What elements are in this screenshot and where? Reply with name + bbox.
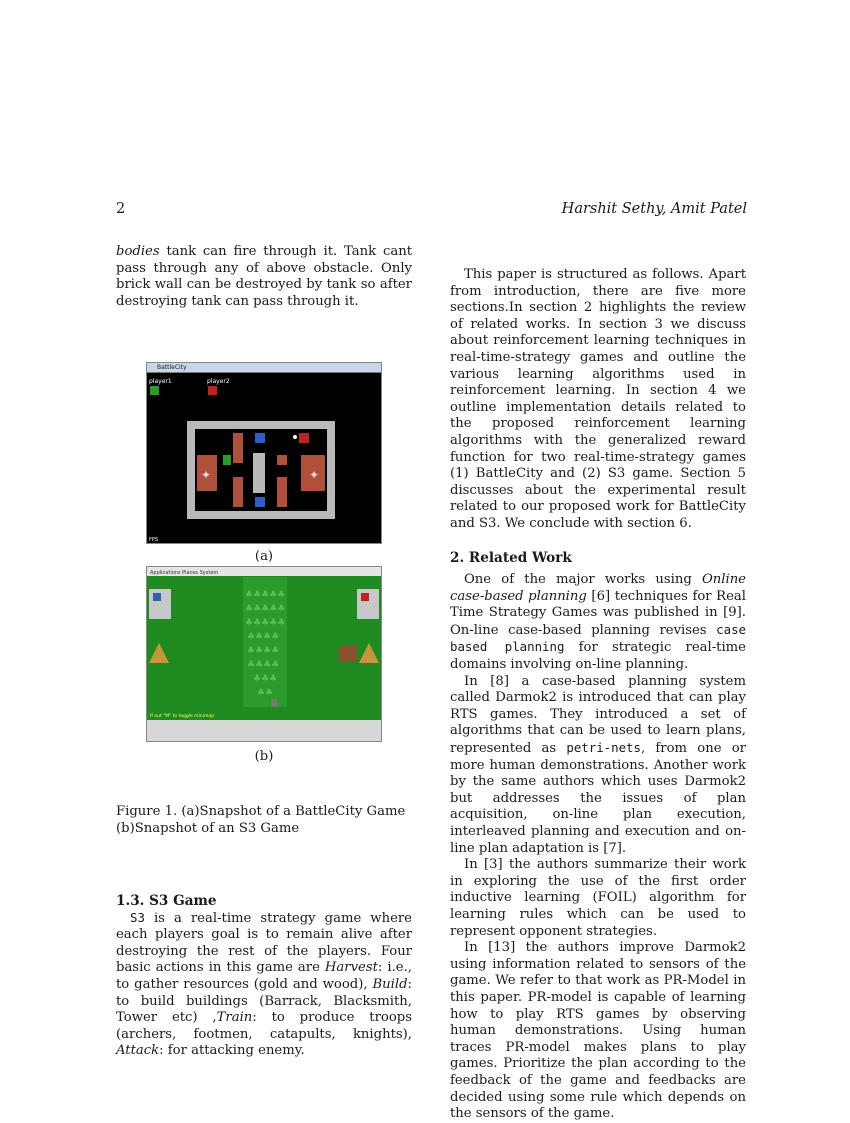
related-paragraph-1: One of the major works using Online case-based planning [6] techniques for Real Time Strategy Games was published in [9]. On-line case-based planning revises case based planning for strategic real-time domains involving on-line planning. [450,572,746,673]
brick-wall [277,477,287,507]
running-header-authors: Harshit Sethy, Amit Patel [561,201,747,217]
enemy-tank [255,497,265,507]
italic-word: bodies [116,244,160,259]
svg-text:♣♣♣♣: ♣♣♣♣ [247,646,280,656]
svg-text:♣♣: ♣♣ [257,688,274,698]
svg-text:♣♣♣♣♣: ♣♣♣♣♣ [245,618,286,628]
related-work-heading: 2. Related Work [450,549,572,566]
enemy-tank [255,433,265,443]
eagle-base-left: ✦ [201,468,212,482]
player1-icon [150,386,159,395]
structure-paragraph: This paper is structured as follows. Apart from introduction, there are five more sections.In section 2 highlights the review of related works. In section 3 we discuss about reinforcement learning techniques in real-time-strategy games and outline the various learning algorithms used in reinforcement learning. In section 4 we outline implementation details related to the proposed reinforcement learning algorithms with the generalized reward function for two real-time-strategy games (1) BattleCity and (2) S3 game. Section 5 discusses about the experimental result related to our proposed work for BattleCity and S3. We conclude with section 6. [450,267,746,531]
svg-text:♣♣♣: ♣♣♣ [253,674,278,684]
player1-label: player1 [149,378,172,385]
fps-status: FPS [149,537,159,543]
player2-tank [299,433,309,443]
barrack [339,645,357,661]
menubar-text: Applications Places System [150,570,219,576]
s3-section [116,893,412,1060]
right-column [450,267,746,1123]
unit [271,699,277,707]
svg-text:♣♣♣♣: ♣♣♣♣ [247,660,280,670]
building-flag [361,593,369,601]
battlecity-scene [147,373,382,544]
svg-text:♣♣♣♣♣: ♣♣♣♣♣ [245,590,286,600]
s3-heading: 1.3. S3 Game [116,893,217,909]
player1-tank [223,455,231,465]
figure-b-caption: (b) [254,749,274,764]
status-panel [147,720,382,742]
left-intro-paragraph: bodies tank can fire through it. Tank cant pass through any of above obstacle. Only brick wall can be destroyed by tank so after destroying tank can pass through it. [116,244,412,309]
bullet [293,435,297,439]
player2-label: player2 [207,378,230,385]
s3-scene [147,567,382,742]
eagle-base-right: ✦ [309,468,320,482]
player2-icon [208,386,217,395]
figure-a-battlecity [146,362,382,544]
related-paragraph-2: In [8] a case-based planning system called Darmok2 is introduced that can play RTS games. They introduced a set of algorithms that can be used to learn plans, represented as petri-nets, from one or more human demonstrations. Another work by the same authors which uses Darmok2 but addresses the issues of plan acquisition, on-line plan execution, interleaved planning and execution and on-line plan adaptation is [7]. [450,673,746,856]
s3-paragraph: S3 is a real-time strategy game where each players goal is to remain alive after destroying the rest of the players. Four basic actions in this game are Harvest: i.e., to gather resources (gold and wood), Build: to build buildings (Barrack, Blacksmith, Tower etc) ,Train: to produce troops (archers, footmen, catapults, knights), Attack: for attacking enemy. [116,909,412,1059]
figure-caption: Figure 1. (a)Snapshot of a BattleCity Game (b)Snapshot of an S3 Game [116,804,406,836]
page-number: 2 [116,201,126,217]
brick-wall [277,455,287,465]
minimap-hint: If out "M" to toggle minimap [150,714,214,719]
brick-wall [233,477,243,507]
steel-block [253,453,265,493]
window-titlebar: BattleCity [147,363,381,373]
figure-b-s3-game [146,566,382,742]
building-flag [153,593,161,601]
svg-text:♣♣♣♣: ♣♣♣♣ [247,632,280,642]
svg-text:♣♣♣♣♣: ♣♣♣♣♣ [245,604,286,614]
brick-wall [233,433,243,463]
related-paragraph-4: In [13] the authors improve Darmok2 using information related to sensors of the game. We refer to that work as PR-Model in this paper. PR-model is capable of learning how to play RTS games by observing human demonstrations. Using human traces PR-model makes plans to play games. Prioritize the plan according to the feedback of the game and feedbacks are decided using some rule which depends on the sensors of the game. [450,940,746,1122]
related-paragraph-3: In [3] the authors summarize their work in exploring the use of the first order inductive learning (FOIL) algorithm for learning rules which can be used to represent opponent strategies. [450,857,746,939]
figure-a-caption: (a) [254,549,274,564]
